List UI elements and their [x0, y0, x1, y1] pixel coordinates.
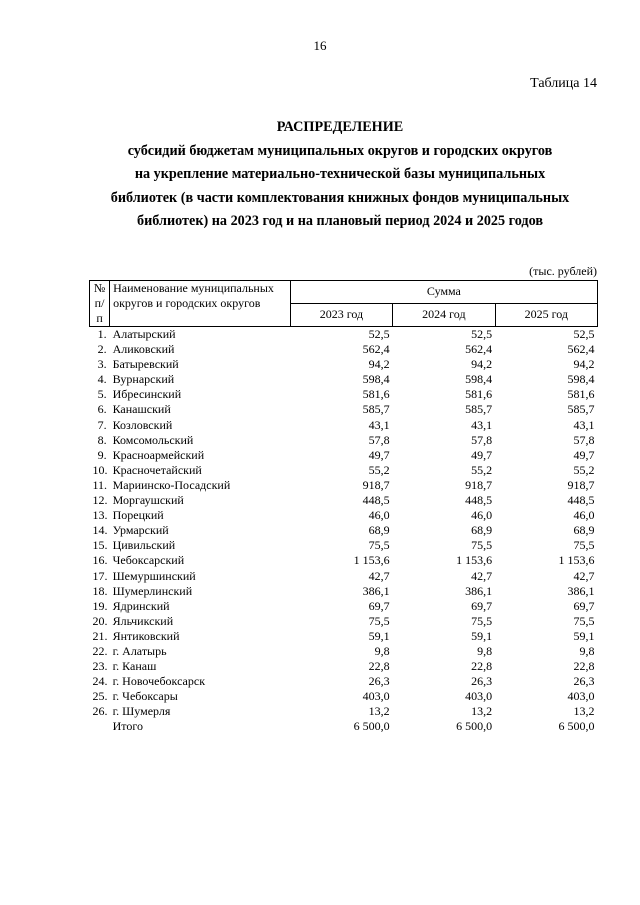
total-value-2023: 6 500,0	[353, 719, 390, 734]
row-value-2025: 1 153,6	[558, 553, 595, 568]
row-name: Мариинско-Посадский	[112, 477, 231, 492]
table-row	[90, 327, 598, 343]
row-value-2024: 403,0	[465, 689, 493, 704]
row-name: Алатырский	[112, 327, 176, 341]
row-value-2024: 75,5	[471, 538, 493, 553]
title-line-1: РАСПРЕДЕЛЕНИЕ	[276, 119, 404, 135]
title-line-5: библиотек) на 2023 год и на плановый период 2024 и 2025 годов	[137, 213, 543, 229]
row-value-2024: 57,8	[471, 432, 493, 447]
row-name: г. Алатырь	[112, 643, 167, 658]
row-number: 3.	[97, 357, 107, 372]
row-number: 12.	[92, 493, 108, 508]
row-value-2025: 581,6	[567, 387, 595, 402]
total-value-2024: 6 500,0	[456, 719, 493, 734]
row-name: г. Шумерля	[112, 704, 171, 719]
table-row	[90, 553, 598, 568]
row-number: 21.	[92, 628, 108, 643]
row-value-2023: 918,7	[362, 477, 390, 492]
row-number: 18.	[92, 583, 108, 598]
row-value-2023: 386,1	[362, 583, 390, 598]
table-row	[90, 402, 598, 417]
row-value-2023: 57,8	[368, 432, 390, 447]
row-value-2023: 13,2	[368, 704, 390, 719]
row-value-2025: 13,2	[573, 704, 595, 719]
row-number: 6.	[97, 402, 107, 417]
row-value-2025: 57,8	[573, 432, 595, 447]
row-value-2024: 26,3	[471, 674, 493, 689]
row-name: Моргаушский	[112, 493, 184, 508]
row-value-2024: 562,4	[465, 342, 493, 357]
row-value-2025: 386,1	[567, 583, 595, 598]
row-name: Цивильский	[112, 538, 176, 553]
row-name: Красночетайский	[112, 462, 202, 477]
row-number: 24.	[92, 674, 108, 689]
row-value-2023: 26,3	[368, 674, 390, 689]
row-number: 10.	[92, 462, 108, 477]
table-row	[90, 674, 598, 689]
row-value-2023: 52,5	[368, 327, 390, 341]
row-value-2024: 585,7	[465, 402, 493, 417]
header-number	[90, 281, 110, 327]
row-value-2023: 68,9	[368, 523, 390, 538]
table-row	[90, 704, 598, 719]
table-row	[90, 448, 598, 463]
table-row	[90, 689, 598, 704]
row-value-2024: 52,5	[471, 327, 493, 341]
row-value-2023: 55,2	[368, 462, 390, 477]
row-value-2023: 43,1	[368, 417, 390, 432]
row-value-2024: 13,2	[471, 704, 493, 719]
row-number: 19.	[92, 598, 108, 613]
row-value-2025: 26,3	[573, 674, 595, 689]
total-row	[90, 719, 598, 734]
row-name: Вурнарский	[112, 372, 175, 387]
page-number: 16	[313, 38, 327, 53]
row-value-2025: 585,7	[567, 402, 595, 417]
row-value-2025: 69,7	[573, 598, 595, 613]
row-value-2024: 94,2	[471, 357, 493, 372]
row-name: г. Чебоксары	[112, 689, 178, 704]
row-value-2023: 581,6	[362, 387, 390, 402]
row-value-2024: 598,4	[465, 372, 493, 387]
document-title	[60, 116, 620, 234]
header-sum: Сумма	[290, 281, 597, 304]
row-number: 5.	[97, 387, 107, 402]
row-value-2024: 42,7	[471, 568, 493, 583]
row-value-2025: 9,8	[579, 643, 595, 658]
row-value-2024: 918,7	[465, 477, 493, 492]
row-value-2024: 9,8	[477, 643, 493, 658]
row-value-2024: 69,7	[471, 598, 493, 613]
row-value-2025: 42,7	[573, 568, 595, 583]
row-value-2023: 69,7	[368, 598, 390, 613]
row-number: 14.	[92, 523, 108, 538]
title-line-3: на укрепление материально-технической базы муниципальных	[134, 166, 546, 182]
row-value-2023: 585,7	[362, 402, 390, 417]
units-note: (тыс. рублей)	[529, 264, 597, 278]
table-row	[90, 372, 598, 387]
row-value-2025: 598,4	[567, 372, 595, 387]
row-value-2025: 94,2	[573, 357, 595, 372]
row-value-2023: 49,7	[368, 447, 390, 462]
row-value-2023: 22,8	[368, 659, 390, 674]
row-value-2023: 448,5	[362, 493, 390, 508]
header-year-2025: 2025 год	[495, 304, 597, 327]
row-name: Порецкий	[112, 508, 164, 523]
row-value-2025: 22,8	[573, 659, 595, 674]
header-year-2023: 2023 год	[290, 304, 392, 327]
row-value-2023: 46,0	[368, 508, 390, 523]
row-number: 25.	[92, 689, 108, 704]
header-year-2024: 2024 год	[393, 304, 495, 327]
row-value-2025: 448,5	[567, 493, 595, 508]
table-row	[90, 478, 598, 493]
row-value-2023: 403,0	[362, 689, 390, 704]
row-value-2024: 43,1	[471, 417, 493, 432]
total-value-2025: 6 500,0	[558, 719, 595, 734]
row-number: 23.	[92, 659, 108, 674]
row-name: г. Новочебоксарск	[112, 674, 206, 689]
row-value-2025: 52,5	[573, 327, 595, 341]
row-value-2025: 403,0	[567, 689, 595, 704]
row-value-2024: 75,5	[471, 613, 493, 628]
header-number-line1: №	[93, 281, 106, 295]
row-value-2023: 59,1	[368, 628, 390, 643]
row-value-2024: 55,2	[471, 462, 493, 477]
row-name: Янтиковский	[112, 628, 180, 643]
row-value-2025: 562,4	[567, 342, 595, 357]
table-row	[90, 629, 598, 644]
row-value-2025: 68,9	[573, 523, 595, 538]
row-value-2023: 75,5	[368, 538, 390, 553]
subsidy-table	[89, 280, 598, 735]
row-value-2024: 22,8	[471, 659, 493, 674]
table-row	[90, 614, 598, 629]
row-name: Канашский	[112, 402, 171, 417]
row-number: 1.	[97, 327, 107, 341]
table-row	[90, 418, 598, 433]
row-value-2025: 43,1	[573, 417, 595, 432]
table-row	[90, 342, 598, 357]
row-value-2025: 55,2	[573, 462, 595, 477]
row-name: Яльчикский	[112, 613, 174, 628]
table-row	[90, 463, 598, 478]
table-row	[90, 599, 598, 614]
row-name: Комсомольский	[112, 432, 194, 447]
table-label: Таблица 14	[530, 76, 597, 91]
row-number: 22.	[92, 643, 108, 658]
total-label: Итого	[112, 719, 143, 734]
row-number: 8.	[97, 432, 107, 447]
table-row	[90, 659, 598, 674]
row-value-2025: 918,7	[567, 477, 595, 492]
table-row	[90, 493, 598, 508]
row-value-2025: 75,5	[573, 613, 595, 628]
row-number: 7.	[97, 417, 107, 432]
table-row	[90, 569, 598, 584]
row-value-2023: 1 153,6	[353, 553, 390, 568]
header-name	[110, 281, 291, 327]
row-value-2025: 75,5	[573, 538, 595, 553]
row-number: 11.	[92, 477, 108, 492]
row-value-2025: 49,7	[573, 447, 595, 462]
row-value-2024: 59,1	[471, 628, 493, 643]
row-name: Шемуршинский	[112, 568, 196, 583]
row-number: 4.	[97, 372, 107, 387]
row-value-2023: 598,4	[362, 372, 390, 387]
row-value-2024: 46,0	[471, 508, 493, 523]
row-number: 20.	[92, 613, 108, 628]
table-row	[90, 523, 598, 538]
header-name-line1: Наименование муниципальных	[113, 281, 274, 295]
row-value-2024: 386,1	[465, 583, 493, 598]
row-name: Козловский	[112, 417, 173, 432]
row-value-2023: 75,5	[368, 613, 390, 628]
row-number: 9.	[97, 447, 107, 462]
row-value-2024: 581,6	[465, 387, 493, 402]
row-value-2023: 9,8	[374, 643, 390, 658]
table-body	[90, 327, 598, 735]
row-value-2024: 1 153,6	[456, 553, 493, 568]
table-row	[90, 644, 598, 659]
header-name-line2: округов и городских округов	[113, 296, 261, 310]
table-row	[90, 538, 598, 553]
table-row	[90, 508, 598, 523]
table-header-row	[90, 281, 598, 304]
row-value-2024: 68,9	[471, 523, 493, 538]
row-name: Чебоксарский	[112, 553, 185, 568]
table-row	[90, 387, 598, 402]
row-value-2023: 42,7	[368, 568, 390, 583]
header-number-line2: п/п	[94, 296, 105, 325]
row-name: Аликовский	[112, 342, 175, 357]
row-value-2023: 94,2	[368, 357, 390, 372]
row-name: Шумерлинский	[112, 583, 193, 598]
total-number-cell	[90, 719, 110, 734]
row-value-2024: 49,7	[471, 447, 493, 462]
row-name: Батыревский	[112, 357, 179, 372]
row-name: Ядринский	[112, 598, 170, 613]
row-value-2025: 46,0	[573, 508, 595, 523]
row-number: 16.	[92, 553, 108, 568]
row-name: г. Канаш	[112, 659, 157, 674]
row-number: 15.	[92, 538, 108, 553]
table-row	[90, 357, 598, 372]
row-number: 13.	[92, 508, 108, 523]
table-row	[90, 584, 598, 599]
row-number: 2.	[97, 342, 107, 357]
row-name: Красноармейский	[112, 447, 205, 462]
row-value-2024: 448,5	[465, 493, 493, 508]
table-row	[90, 433, 598, 448]
row-name: Ибресинский	[112, 387, 182, 402]
title-line-2: субсидий бюджетам муниципальных округов и городских округов	[127, 142, 553, 159]
row-name: Урмарский	[112, 523, 169, 538]
row-value-2025: 59,1	[573, 628, 595, 643]
row-value-2023: 562,4	[362, 342, 390, 357]
row-number: 17.	[92, 568, 108, 583]
title-line-4: библиотек (в части комплектования книжных фондов муниципальных	[110, 189, 570, 206]
row-number: 26.	[92, 704, 108, 719]
